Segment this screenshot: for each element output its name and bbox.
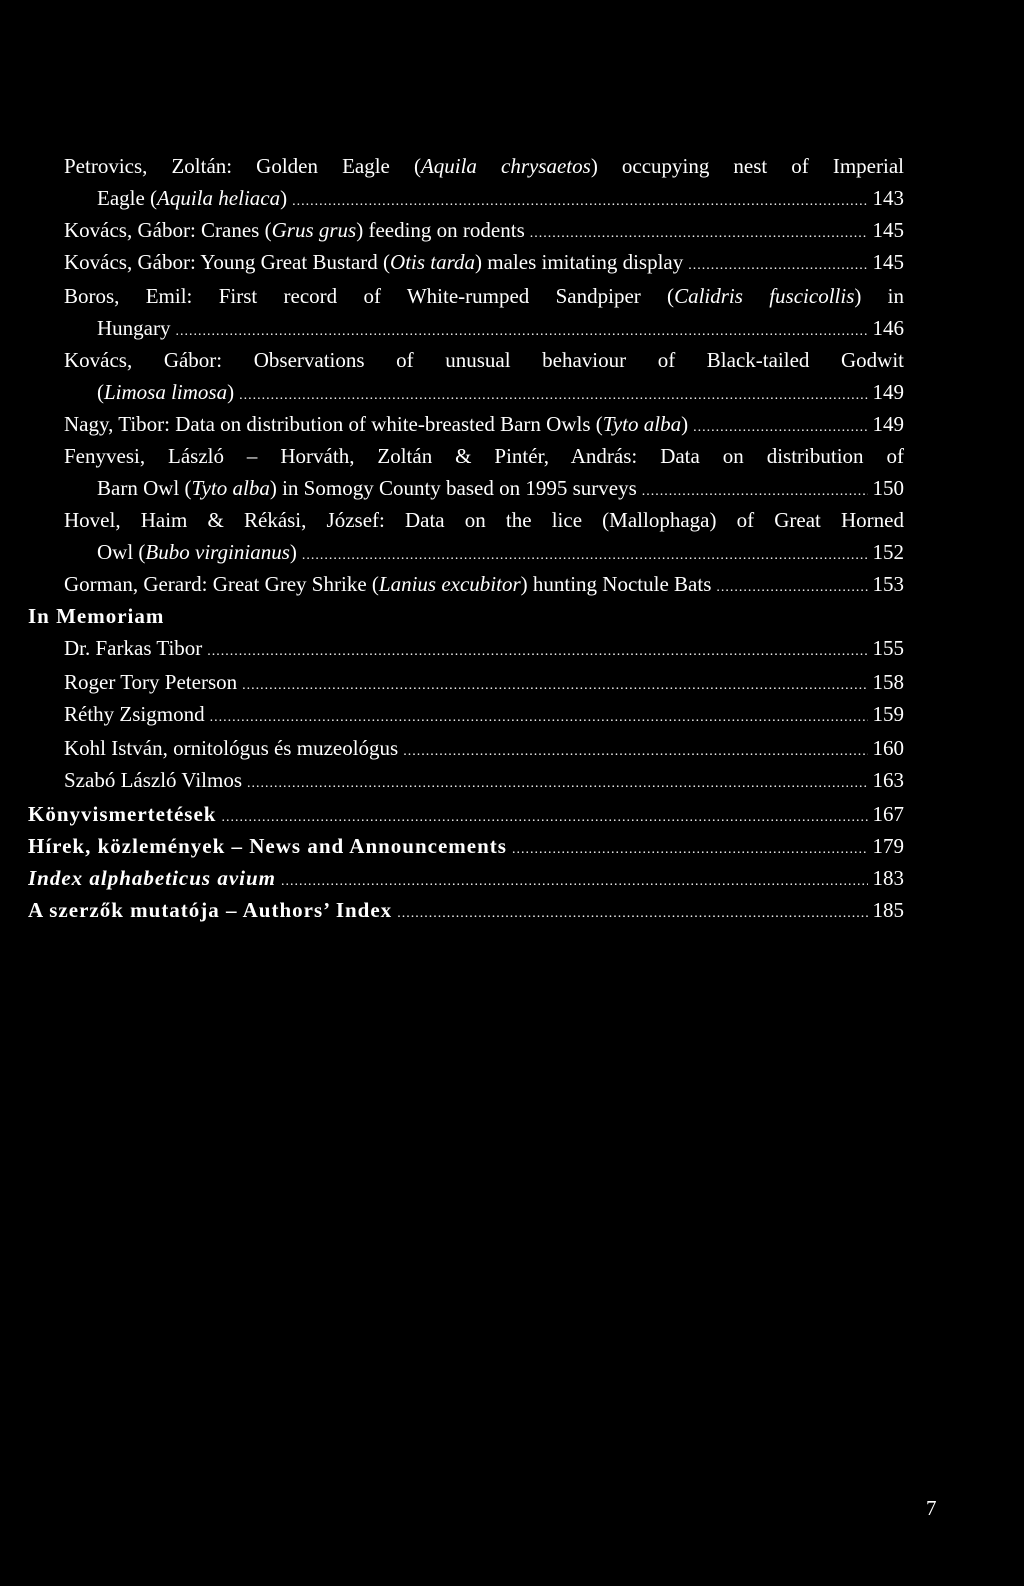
toc-entry [64, 246, 904, 278]
dot-leader [403, 736, 867, 764]
toc-entry-line: Kovács, Gábor: Observations of unusual behaviour of Black-tailed Godwit [64, 348, 904, 372]
toc-entry-line: Gorman, Gerard: Great Grey Shrike (Lanius excubitor) hunting Noctule Bats ..... 153 [64, 568, 904, 600]
dot-leader [207, 636, 867, 664]
dot-leader [642, 476, 868, 504]
page-ref: 163 [872, 768, 904, 792]
memoriam-item: Szabó László Vilmos ..... 163 [64, 764, 904, 796]
toc-entry [64, 280, 904, 344]
page-ref: 160 [872, 736, 904, 760]
dot-leader [210, 702, 868, 730]
memoriam-item: Réthy Zsigmond ..... 159 [64, 698, 904, 730]
toc-entry [64, 408, 904, 440]
toc-entry-line: (Limosa limosa) ..... 149 [64, 376, 904, 408]
page-ref: 158 [872, 670, 904, 694]
memoriam-item: Roger Tory Peterson ..... 158 [64, 666, 904, 698]
dot-leader [302, 540, 868, 568]
toc-entry [64, 568, 904, 600]
page-ref: 150 [872, 476, 904, 500]
page-ref: 155 [872, 636, 904, 660]
toc-entry-line: Kovács, Gábor: Cranes (Grus grus) feeding on rodents ..... 145 [64, 214, 904, 246]
dot-leader [239, 380, 867, 408]
page-ref: 159 [872, 702, 904, 726]
toc-entry-line: Hovel, Haim & Rékási, József: Data on the lice (Mallophaga) of Great Horned [64, 508, 904, 532]
toc-entry-line: Nagy, Tibor: Data on distribution of white-breasted Barn Owls (Tyto alba) ..... 149 [64, 408, 904, 440]
page-ref: 185 [872, 898, 904, 922]
dot-leader [693, 412, 867, 440]
page-ref: 179 [872, 834, 904, 858]
dot-leader [292, 186, 867, 214]
dot-leader [175, 316, 867, 344]
toc-entry-line: Kovács, Gábor: Young Great Bustard (Otis tarda) males imitating display ..... 145 [64, 246, 904, 278]
page-ref: 145 [872, 250, 904, 274]
toc-entry [64, 504, 904, 568]
section-entry: A szerzők mutatója – Authors’ Index ..... 185 [28, 894, 904, 926]
dot-leader [512, 834, 868, 862]
page-ref: 149 [872, 412, 904, 436]
page-ref: 143 [872, 186, 904, 210]
toc-entry-line: Barn Owl (Tyto alba) in Somogy County based on 1995 surveys ..... 150 [64, 472, 904, 504]
toc-entry [64, 440, 904, 504]
toc-entry [64, 214, 904, 246]
page-ref: 167 [872, 802, 904, 826]
page-ref: 145 [872, 218, 904, 242]
toc-entry [64, 150, 904, 214]
section-entry: Könyvismertetések ..... 167 [28, 798, 904, 830]
dot-leader [397, 898, 867, 926]
page-ref: 149 [872, 380, 904, 404]
page-ref: 183 [872, 866, 904, 890]
section-entry: Index alphabeticus avium ..... 183 [28, 862, 904, 894]
dot-leader [530, 218, 868, 246]
dot-leader [688, 250, 867, 278]
memoriam-item: Dr. Farkas Tibor ..... 155 [64, 632, 904, 664]
page-ref: 152 [872, 540, 904, 564]
dot-leader [247, 768, 868, 796]
toc-entry-line: Owl (Bubo virginianus) ..... 152 [64, 536, 904, 568]
toc-entry-line: Fenyvesi, László – Horváth, Zoltán & Pintér, András: Data on distribution of [64, 444, 904, 468]
dot-leader [716, 572, 867, 600]
page-ref: 146 [872, 316, 904, 340]
dot-leader [242, 670, 867, 698]
section-entry: Hírek, közlemények – News and Announcements ..... 179 [28, 830, 904, 862]
toc-entry-line: Hungary ..... 146 [64, 312, 904, 344]
dot-leader [281, 866, 867, 894]
toc-entry [64, 344, 904, 408]
memoriam-item: Kohl István, ornitológus és muzeológus ..... 160 [64, 732, 904, 764]
section-heading-memoriam: In Memoriam [28, 604, 165, 628]
dot-leader [221, 802, 867, 830]
toc-entry-line: Petrovics, Zoltán: Golden Eagle (Aquila chrysaetos) occupying nest of Imperial [64, 154, 904, 178]
page-number: 7 [926, 1496, 937, 1520]
page-ref: 153 [872, 572, 904, 596]
toc-entry-line: Eagle (Aquila heliaca) ..... 143 [64, 182, 904, 214]
toc-entry-line: Boros, Emil: First record of White-rumped Sandpiper (Calidris fuscicollis) in [64, 284, 904, 308]
